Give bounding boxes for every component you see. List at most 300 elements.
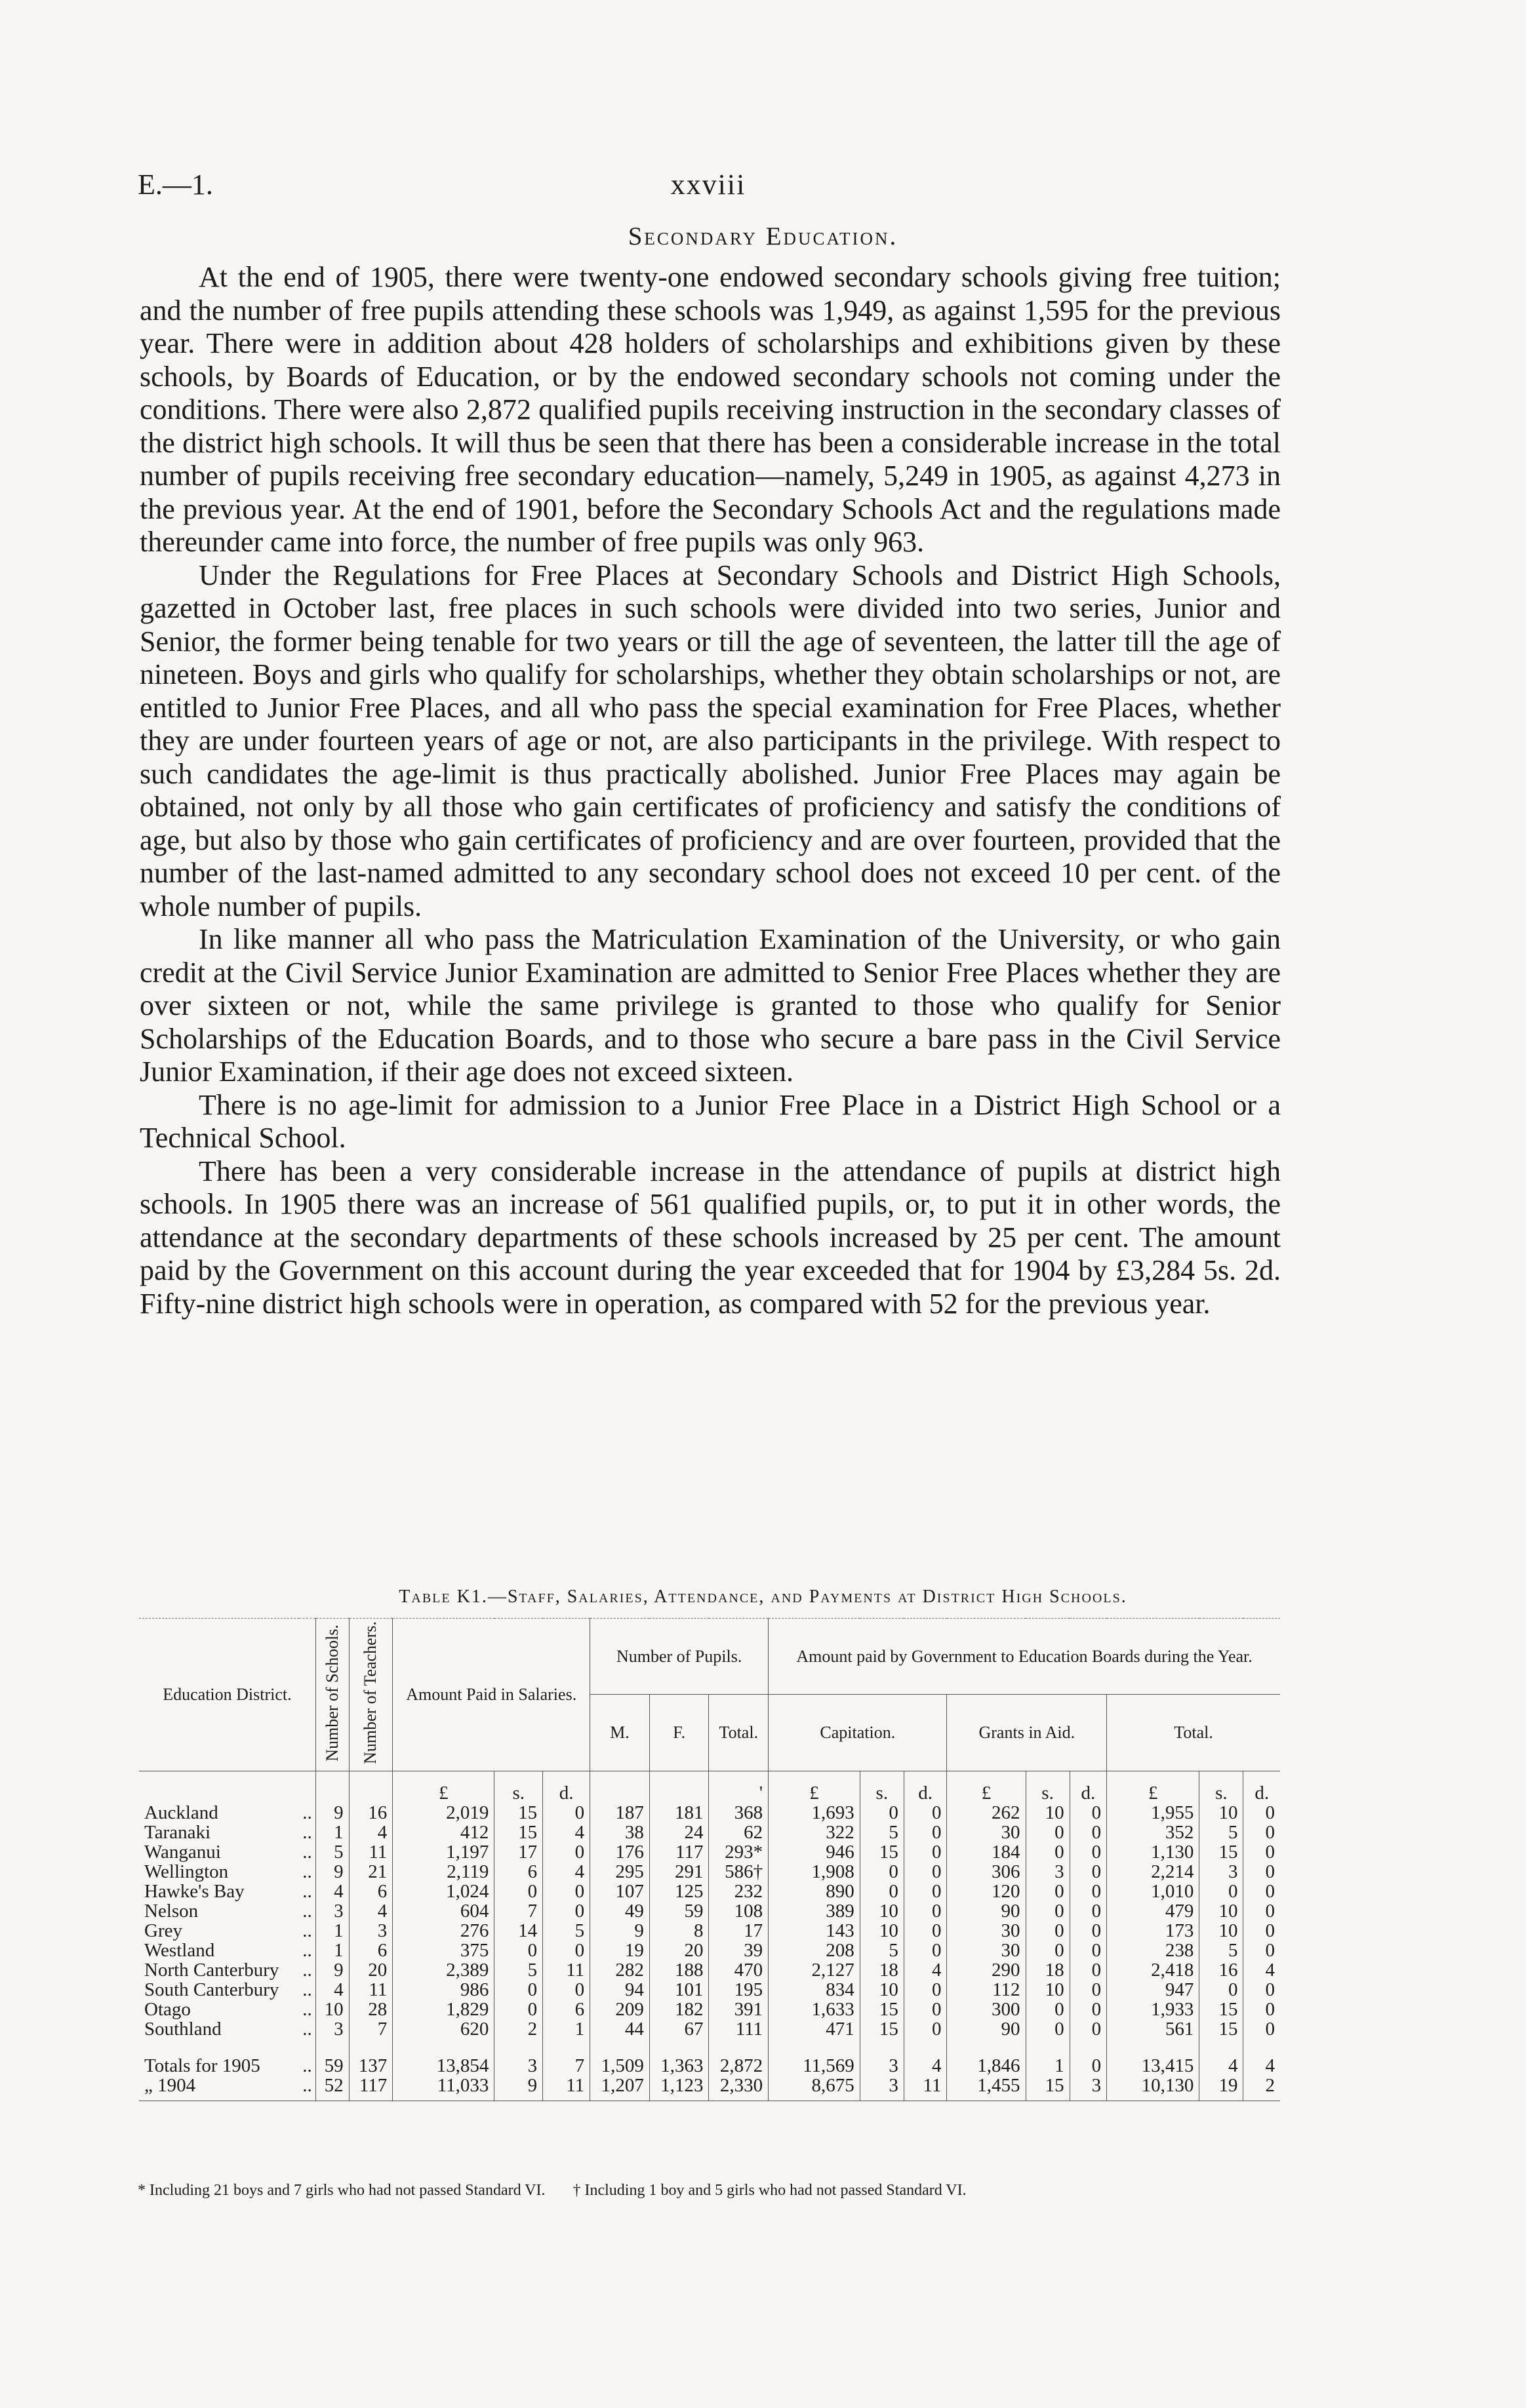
capitation-value: 10 bbox=[860, 1901, 904, 1921]
grants-value: 15 bbox=[1026, 2076, 1070, 2101]
schools-count: 3 bbox=[315, 2019, 349, 2039]
payment-total-value: 479 bbox=[1107, 1901, 1199, 1921]
unit-label: £ bbox=[947, 1771, 1026, 1803]
salary-value: 11 bbox=[543, 2076, 590, 2101]
page-header bbox=[138, 168, 1279, 207]
teachers-count: 4 bbox=[349, 1823, 393, 1842]
district-name: Totals for 1905 bbox=[144, 2055, 260, 2076]
schools-count: 4 bbox=[315, 1882, 349, 1901]
unit-label: s. bbox=[1026, 1771, 1070, 1803]
paragraph: Under the Regulations for Free Places at Secondary Schools and District High Schools, gazetted in October last, free places in such schools were divided into two series, Junior and Senior, the former being tenable for two years or till the age of seventeen, the latter till the age of nineteen. Boys and girls who qualify for scholarships, whether they obtain scholarships or not, are entitled to Junior Free Places, and all who pass the special examination for Free Places, whether they are under fourteen years of age or not, are also participants in the privilege. With respect to such candidates the age-limit is thus practically abolished. Junior Free Places may again be obtained, not only by all those who gain certificates of proficiency and satisfy the conditions of age, but also by those who gain certificates of proficiency and are over fourteen, provided that the number of the last-named admitted to any secondary school does not exceed 10 per cent. of the whole number of pupils. bbox=[140, 559, 1281, 922]
salary-value: 6 bbox=[494, 1862, 543, 1882]
table-cell-empty bbox=[1199, 2039, 1243, 2056]
schools-count: 10 bbox=[315, 2000, 349, 2019]
unit-label: £ bbox=[393, 1771, 494, 1803]
table-cell-empty bbox=[393, 2039, 494, 2056]
district-name: North Canterbury bbox=[144, 1959, 279, 1981]
leader-dots: .. bbox=[302, 2018, 312, 2040]
pupils-m: 209 bbox=[590, 2000, 650, 2019]
table-cell-empty bbox=[1070, 2039, 1107, 2056]
salary-value: 0 bbox=[543, 1882, 590, 1901]
grants-value: 0 bbox=[1070, 1941, 1107, 1960]
capitation-value: 0 bbox=[904, 1823, 947, 1842]
table-cell-empty bbox=[860, 2039, 904, 2056]
table-cell-empty bbox=[349, 1771, 393, 1803]
unit-label: d. bbox=[543, 1771, 590, 1803]
teachers-count: 6 bbox=[349, 1882, 393, 1901]
capitation-value: 946 bbox=[769, 1842, 860, 1862]
payment-total-value: 0 bbox=[1243, 1980, 1280, 2000]
leader-dots: .. bbox=[302, 1979, 312, 2000]
paragraph: At the end of 1905, there were twenty-one endowed secondary schools giving free tuition; and the number of free pupils attending these schools was 1,949, as against 1,595 for the previous year. There were in addition about 428 holders of scholarships and exhibitions given by these schools, by Boards of Education, or by the endowed secondary schools not coming under the conditions. There were also 2,872 qualified pupils receiving instruction in the secondary classes of the district high schools. It will thus be seen that there has been a considerable increase in the total number of pupils receiving free secondary education—namely, 5,249 in 1905, as against 4,273 in the previous year. At the end of 1901, before the Secondary Schools Act and the regulations made thereunder came into force, the number of free pupils was only 963. bbox=[140, 261, 1281, 558]
payment-total-value: 4 bbox=[1243, 1960, 1280, 1980]
district-name: Otago bbox=[144, 1998, 191, 2020]
salary-value: 7 bbox=[543, 2056, 590, 2076]
pupils-total: 368 bbox=[709, 1803, 769, 1823]
grants-value: 112 bbox=[947, 1980, 1026, 2000]
capitation-value: 0 bbox=[904, 1842, 947, 1862]
table-cell-empty bbox=[315, 1771, 349, 1803]
pupils-total: 232 bbox=[709, 1882, 769, 1901]
table-body bbox=[139, 1771, 1280, 2101]
salary-value: 5 bbox=[494, 1960, 543, 1980]
payment-total-value: 0 bbox=[1243, 1901, 1280, 1921]
pupils-f: 182 bbox=[649, 2000, 709, 2019]
unit-label: £ bbox=[769, 1771, 860, 1803]
table-cell-empty bbox=[649, 1771, 709, 1803]
units-row bbox=[139, 1771, 1280, 1803]
salary-value: 0 bbox=[543, 1803, 590, 1823]
grants-value: 0 bbox=[1070, 1921, 1107, 1941]
leader-dots: .. bbox=[302, 1998, 312, 2020]
capitation-value: 10 bbox=[860, 1980, 904, 2000]
pupils-total: 586† bbox=[709, 1862, 769, 1882]
table-cell-empty bbox=[1107, 2039, 1199, 2056]
teachers-count: 4 bbox=[349, 1901, 393, 1921]
unit-label: s. bbox=[494, 1771, 543, 1803]
teachers-count: 11 bbox=[349, 1842, 393, 1862]
header-teachers: Number of Teachers. bbox=[349, 1619, 393, 1771]
grants-value: 0 bbox=[1026, 1842, 1070, 1862]
grants-value: 3 bbox=[1070, 2076, 1107, 2101]
teachers-count: 11 bbox=[349, 1980, 393, 2000]
schools-count: 3 bbox=[315, 1901, 349, 1921]
payment-total-value: 352 bbox=[1107, 1823, 1199, 1842]
capitation-value: 1,693 bbox=[769, 1803, 860, 1823]
paragraph: There has been a very considerable increase in the attendance of pupils at district high schools. In 1905 there was an increase of 561 qualified pupils, or, to put it in other words, the attendance at the secondary departments of these schools increased by 25 per cent. The amount paid by the Government on this account during the year exceeded that for 1904 by £3,284 5s. 2d. Fifty-nine district high schools were in operation, as compared with 52 for the previous year. bbox=[140, 1155, 1281, 1320]
pupils-m: 19 bbox=[590, 1941, 650, 1960]
capitation-value: 15 bbox=[860, 1842, 904, 1862]
capitation-value: 15 bbox=[860, 2000, 904, 2019]
grants-value: 30 bbox=[947, 1921, 1026, 1941]
footnote: * Including 21 boys and 7 girls who had not passed Standard VI. bbox=[138, 2182, 546, 2199]
table-cell-empty bbox=[543, 2039, 590, 2056]
schools-count: 5 bbox=[315, 1842, 349, 1862]
grants-value: 0 bbox=[1070, 1882, 1107, 1901]
salary-value: 3 bbox=[494, 2056, 543, 2076]
payment-total-value: 10 bbox=[1199, 1921, 1243, 1941]
table-cell-empty bbox=[299, 2039, 315, 2056]
table-cell-empty bbox=[590, 1771, 650, 1803]
payment-total-value: 16 bbox=[1199, 1960, 1243, 1980]
payment-total-value: 561 bbox=[1107, 2019, 1199, 2039]
district-name: Grey bbox=[144, 1920, 182, 1941]
salary-value: 2 bbox=[494, 2019, 543, 2039]
capitation-value: 15 bbox=[860, 2019, 904, 2039]
capitation-value: 0 bbox=[860, 1803, 904, 1823]
capitation-value: 11 bbox=[904, 2076, 947, 2101]
grants-value: 0 bbox=[1070, 2056, 1107, 2076]
grants-value: 0 bbox=[1026, 1823, 1070, 1842]
table-row bbox=[139, 1803, 1280, 1823]
unit-label: ' bbox=[709, 1771, 769, 1803]
grants-value: 0 bbox=[1070, 1901, 1107, 1921]
pupils-m: 176 bbox=[590, 1842, 650, 1862]
header-schools: Number of Schools. bbox=[315, 1619, 349, 1771]
grants-value: 306 bbox=[947, 1862, 1026, 1882]
payment-total-value: 0 bbox=[1199, 1980, 1243, 2000]
payment-total-value: 5 bbox=[1199, 1823, 1243, 1842]
pupils-total: 293* bbox=[709, 1842, 769, 1862]
pupils-f: 291 bbox=[649, 1862, 709, 1882]
salary-value: 1 bbox=[543, 2019, 590, 2039]
pupils-f: 125 bbox=[649, 1882, 709, 1901]
spacer-row bbox=[139, 2039, 1280, 2056]
leader-dots: .. bbox=[302, 1959, 312, 1981]
table-row bbox=[139, 1842, 1280, 1862]
teachers-count: 117 bbox=[349, 2076, 393, 2101]
pupils-total: 62 bbox=[709, 1823, 769, 1842]
capitation-value: 1,633 bbox=[769, 2000, 860, 2019]
unit-label: d. bbox=[1070, 1771, 1107, 1803]
district-high-schools-table bbox=[139, 1618, 1280, 2101]
pupils-f: 59 bbox=[649, 1901, 709, 1921]
table-row bbox=[139, 1960, 1280, 1980]
capitation-value: 208 bbox=[769, 1941, 860, 1960]
pupils-f: 1,123 bbox=[649, 2076, 709, 2101]
grants-value: 3 bbox=[1026, 1862, 1070, 1882]
grants-value: 0 bbox=[1026, 1921, 1070, 1941]
pupils-f: 8 bbox=[649, 1921, 709, 1941]
pupils-f: 67 bbox=[649, 2019, 709, 2039]
capitation-value: 1,908 bbox=[769, 1862, 860, 1882]
salary-value: 604 bbox=[393, 1901, 494, 1921]
payment-total-value: 1,955 bbox=[1107, 1803, 1199, 1823]
payment-total-value: 2 bbox=[1243, 2076, 1280, 2101]
payment-total-value: 10 bbox=[1199, 1803, 1243, 1823]
grants-value: 0 bbox=[1070, 2000, 1107, 2019]
grants-value: 0 bbox=[1070, 1980, 1107, 2000]
teachers-count: 16 bbox=[349, 1803, 393, 1823]
grants-value: 0 bbox=[1070, 2019, 1107, 2039]
salary-value: 4 bbox=[543, 1823, 590, 1842]
header-salaries: Amount Paid in Salaries. bbox=[393, 1619, 590, 1771]
capitation-value: 0 bbox=[904, 1882, 947, 1901]
leader-dots: .. bbox=[302, 1841, 312, 1863]
district-name: Westland bbox=[144, 1939, 215, 1961]
grants-value: 1 bbox=[1026, 2056, 1070, 2076]
pupils-total: 2,330 bbox=[709, 2076, 769, 2101]
pupils-total: 108 bbox=[709, 1901, 769, 1921]
pupils-m: 1,509 bbox=[590, 2056, 650, 2076]
capitation-value: 4 bbox=[904, 1960, 947, 1980]
district-name: Hawke's Bay bbox=[144, 1880, 245, 1902]
district-name: Nelson bbox=[144, 1900, 199, 1922]
header-grants: Grants in Aid. bbox=[947, 1695, 1107, 1771]
capitation-value: 0 bbox=[904, 1901, 947, 1921]
pupils-total: 111 bbox=[709, 2019, 769, 2039]
payment-total-value: 0 bbox=[1243, 1803, 1280, 1823]
grants-value: 0 bbox=[1070, 1842, 1107, 1862]
salary-value: 17 bbox=[494, 1842, 543, 1862]
pupils-m: 1,207 bbox=[590, 2076, 650, 2101]
grants-value: 0 bbox=[1070, 1862, 1107, 1882]
pupils-f: 24 bbox=[649, 1823, 709, 1842]
district-name: Auckland bbox=[144, 1802, 218, 1823]
grants-value: 30 bbox=[947, 1941, 1026, 1960]
unit-label: d. bbox=[1243, 1771, 1280, 1803]
district-name: Wanganui bbox=[144, 1841, 221, 1863]
capitation-value: 5 bbox=[860, 1941, 904, 1960]
payment-total-value: 4 bbox=[1243, 2056, 1280, 2076]
schools-count: 59 bbox=[315, 2056, 349, 2076]
pupils-m: 38 bbox=[590, 1823, 650, 1842]
payment-total-value: 238 bbox=[1107, 1941, 1199, 1960]
payment-total-value: 4 bbox=[1199, 2056, 1243, 2076]
table-cell-empty bbox=[139, 1771, 299, 1803]
payment-total-value: 1,010 bbox=[1107, 1882, 1199, 1901]
capitation-value: 389 bbox=[769, 1901, 860, 1921]
payment-total-value: 0 bbox=[1243, 2000, 1280, 2019]
header-pupils-group: Number of Pupils. bbox=[590, 1619, 769, 1695]
table-cell-empty bbox=[1026, 2039, 1070, 2056]
table-row bbox=[139, 2000, 1280, 2019]
salary-value: 14 bbox=[494, 1921, 543, 1941]
capitation-value: 4 bbox=[904, 2056, 947, 2076]
grants-value: 10 bbox=[1026, 1980, 1070, 2000]
teachers-count: 3 bbox=[349, 1921, 393, 1941]
paragraph: There is no age-limit for admission to a Junior Free Place in a District High School or a Technical School. bbox=[140, 1088, 1281, 1154]
grants-value: 0 bbox=[1026, 1901, 1070, 1921]
leader-dots: .. bbox=[302, 2055, 312, 2076]
leader-dots: .. bbox=[302, 1900, 312, 1922]
header-total: Total. bbox=[709, 1695, 769, 1771]
salary-value: 1,829 bbox=[393, 2000, 494, 2019]
salary-value: 0 bbox=[543, 1980, 590, 2000]
table-cell-empty bbox=[139, 2039, 299, 2056]
leader-dots: .. bbox=[302, 1861, 312, 1882]
salary-value: 5 bbox=[543, 1921, 590, 1941]
footnote: † Including 1 boy and 5 girls who had not passed Standard VI. bbox=[572, 2182, 967, 2199]
salary-value: 0 bbox=[494, 1980, 543, 2000]
payment-total-value: 15 bbox=[1199, 2000, 1243, 2019]
capitation-value: 0 bbox=[904, 1980, 947, 2000]
schools-count: 4 bbox=[315, 1980, 349, 2000]
capitation-value: 322 bbox=[769, 1823, 860, 1842]
payment-total-value: 0 bbox=[1243, 1882, 1280, 1901]
grants-value: 0 bbox=[1026, 1882, 1070, 1901]
capitation-value: 11,569 bbox=[769, 2056, 860, 2076]
pupils-m: 9 bbox=[590, 1921, 650, 1941]
payment-total-value: 1,130 bbox=[1107, 1842, 1199, 1862]
schools-count: 9 bbox=[315, 1803, 349, 1823]
table-cell-empty bbox=[1243, 2039, 1280, 2056]
page-number: xxviii bbox=[670, 168, 746, 201]
table-cell-empty bbox=[649, 2039, 709, 2056]
table-row bbox=[139, 1882, 1280, 1901]
pupils-f: 1,363 bbox=[649, 2056, 709, 2076]
grants-value: 300 bbox=[947, 2000, 1026, 2019]
table-caption: Table K1.—Staff, Salaries, Attendance, and Payments at District High Schools. bbox=[399, 1587, 1127, 1607]
capitation-value: 10 bbox=[860, 1921, 904, 1941]
unit-label: £ bbox=[1107, 1771, 1199, 1803]
payment-total-value: 0 bbox=[1243, 1941, 1280, 1960]
pupils-m: 187 bbox=[590, 1803, 650, 1823]
salary-value: 9 bbox=[494, 2076, 543, 2101]
table-row bbox=[139, 1862, 1280, 1882]
grants-value: 0 bbox=[1026, 2019, 1070, 2039]
table-cell-empty bbox=[590, 2039, 650, 2056]
grants-value: 10 bbox=[1026, 1803, 1070, 1823]
schools-count: 1 bbox=[315, 1823, 349, 1842]
body-text bbox=[140, 261, 1281, 1320]
schools-count: 9 bbox=[315, 1960, 349, 1980]
district-name: Wellington bbox=[144, 1861, 229, 1882]
capitation-value: 0 bbox=[860, 1882, 904, 1901]
district-name: Taranaki bbox=[144, 1821, 211, 1843]
salary-value: 11,033 bbox=[393, 2076, 494, 2101]
table-cell-empty bbox=[709, 2039, 769, 2056]
schools-count: 52 bbox=[315, 2076, 349, 2101]
salary-value: 2,389 bbox=[393, 1960, 494, 1980]
capitation-value: 2,127 bbox=[769, 1960, 860, 1980]
leader-dots: .. bbox=[302, 1802, 312, 1823]
grants-value: 290 bbox=[947, 1960, 1026, 1980]
salary-value: 0 bbox=[494, 2000, 543, 2019]
payment-total-value: 0 bbox=[1243, 1823, 1280, 1842]
district-name: Southland bbox=[144, 2018, 222, 2040]
payment-total-value: 15 bbox=[1199, 1842, 1243, 1862]
capitation-value: 0 bbox=[904, 2019, 947, 2039]
grants-value: 1,846 bbox=[947, 2056, 1026, 2076]
header-m: M. bbox=[590, 1695, 650, 1771]
table-row bbox=[139, 2019, 1280, 2039]
grants-value: 90 bbox=[947, 2019, 1026, 2039]
teachers-count: 7 bbox=[349, 2019, 393, 2039]
payment-total-value: 0 bbox=[1243, 1921, 1280, 1941]
teachers-count: 21 bbox=[349, 1862, 393, 1882]
payment-total-value: 173 bbox=[1107, 1921, 1199, 1941]
pupils-total: 470 bbox=[709, 1960, 769, 1980]
salary-value: 2,019 bbox=[393, 1803, 494, 1823]
grants-value: 0 bbox=[1026, 2000, 1070, 2019]
pupils-total: 391 bbox=[709, 2000, 769, 2019]
schools-count: 9 bbox=[315, 1862, 349, 1882]
leader-dots: .. bbox=[302, 1821, 312, 1843]
pupils-m: 295 bbox=[590, 1862, 650, 1882]
table-row bbox=[139, 1901, 1280, 1921]
grants-value: 1,455 bbox=[947, 2076, 1026, 2101]
leader-dots: .. bbox=[302, 1939, 312, 1961]
footnotes bbox=[138, 2182, 1292, 2200]
capitation-value: 471 bbox=[769, 2019, 860, 2039]
table-row bbox=[139, 1941, 1280, 1960]
salary-value: 2,119 bbox=[393, 1862, 494, 1882]
capitation-value: 3 bbox=[860, 2056, 904, 2076]
document-reference: E.—1. bbox=[138, 168, 213, 201]
table-cell-empty bbox=[494, 2039, 543, 2056]
salary-value: 1,197 bbox=[393, 1842, 494, 1862]
table-row bbox=[139, 1980, 1280, 2000]
payment-total-value: 10 bbox=[1199, 1901, 1243, 1921]
salary-value: 620 bbox=[393, 2019, 494, 2039]
unit-label: d. bbox=[904, 1771, 947, 1803]
payment-total-value: 13,415 bbox=[1107, 2056, 1199, 2076]
salary-value: 0 bbox=[543, 1842, 590, 1862]
payment-total-value: 0 bbox=[1243, 1842, 1280, 1862]
table-cell-empty bbox=[349, 2039, 393, 2056]
capitation-value: 0 bbox=[904, 1803, 947, 1823]
payment-total-value: 2,418 bbox=[1107, 1960, 1199, 1980]
salary-value: 15 bbox=[494, 1823, 543, 1842]
pupils-total: 2,872 bbox=[709, 2056, 769, 2076]
salary-value: 0 bbox=[543, 1941, 590, 1960]
payment-total-value: 15 bbox=[1199, 2019, 1243, 2039]
schools-count: 1 bbox=[315, 1921, 349, 1941]
leader-dots: .. bbox=[302, 1920, 312, 1941]
salary-value: 1,024 bbox=[393, 1882, 494, 1901]
table-cell-empty bbox=[315, 2039, 349, 2056]
teachers-count: 20 bbox=[349, 1960, 393, 1980]
section-title: Secondary Education. bbox=[628, 222, 898, 250]
pupils-m: 44 bbox=[590, 2019, 650, 2039]
grants-value: 30 bbox=[947, 1823, 1026, 1842]
grants-value: 120 bbox=[947, 1882, 1026, 1901]
salary-value: 986 bbox=[393, 1980, 494, 2000]
pupils-f: 188 bbox=[649, 1960, 709, 1980]
paragraph: In like manner all who pass the Matriculation Examination of the University, or who gain credit at the Civil Service Junior Examination are admitted to Senior Free Places whether they are over sixteen or not, while the same privilege is granted to those who qualify for Senior Scholarships of the Education Boards, and to those who secure a bare pass in the Civil Service Junior Examination, if their age does not exceed sixteen. bbox=[140, 923, 1281, 1088]
capitation-value: 0 bbox=[860, 1862, 904, 1882]
totals-row bbox=[139, 2076, 1280, 2101]
salary-value: 7 bbox=[494, 1901, 543, 1921]
pupils-total: 17 bbox=[709, 1921, 769, 1941]
teachers-count: 137 bbox=[349, 2056, 393, 2076]
pupils-m: 49 bbox=[590, 1901, 650, 1921]
table-row bbox=[139, 1823, 1280, 1842]
table-cell-empty bbox=[904, 2039, 947, 2056]
salary-value: 0 bbox=[494, 1941, 543, 1960]
pupils-m: 282 bbox=[590, 1960, 650, 1980]
capitation-value: 834 bbox=[769, 1980, 860, 2000]
salary-value: 0 bbox=[543, 1901, 590, 1921]
grants-value: 0 bbox=[1070, 1823, 1107, 1842]
header-district: Education District. bbox=[139, 1619, 315, 1771]
pupils-f: 20 bbox=[649, 1941, 709, 1960]
salary-value: 4 bbox=[543, 1862, 590, 1882]
capitation-value: 3 bbox=[860, 2076, 904, 2101]
schools-count: 1 bbox=[315, 1941, 349, 1960]
leader-dots: .. bbox=[302, 1880, 312, 1902]
table-cell-empty bbox=[769, 2039, 860, 2056]
header-f: F. bbox=[649, 1695, 709, 1771]
salary-value: 0 bbox=[494, 1882, 543, 1901]
salary-value: 13,854 bbox=[393, 2056, 494, 2076]
header-capitation: Capitation. bbox=[769, 1695, 947, 1771]
grants-value: 0 bbox=[1070, 1803, 1107, 1823]
pupils-f: 117 bbox=[649, 1842, 709, 1862]
header-pay-total: Total. bbox=[1107, 1695, 1280, 1771]
table-cell-empty bbox=[947, 2039, 1026, 2056]
